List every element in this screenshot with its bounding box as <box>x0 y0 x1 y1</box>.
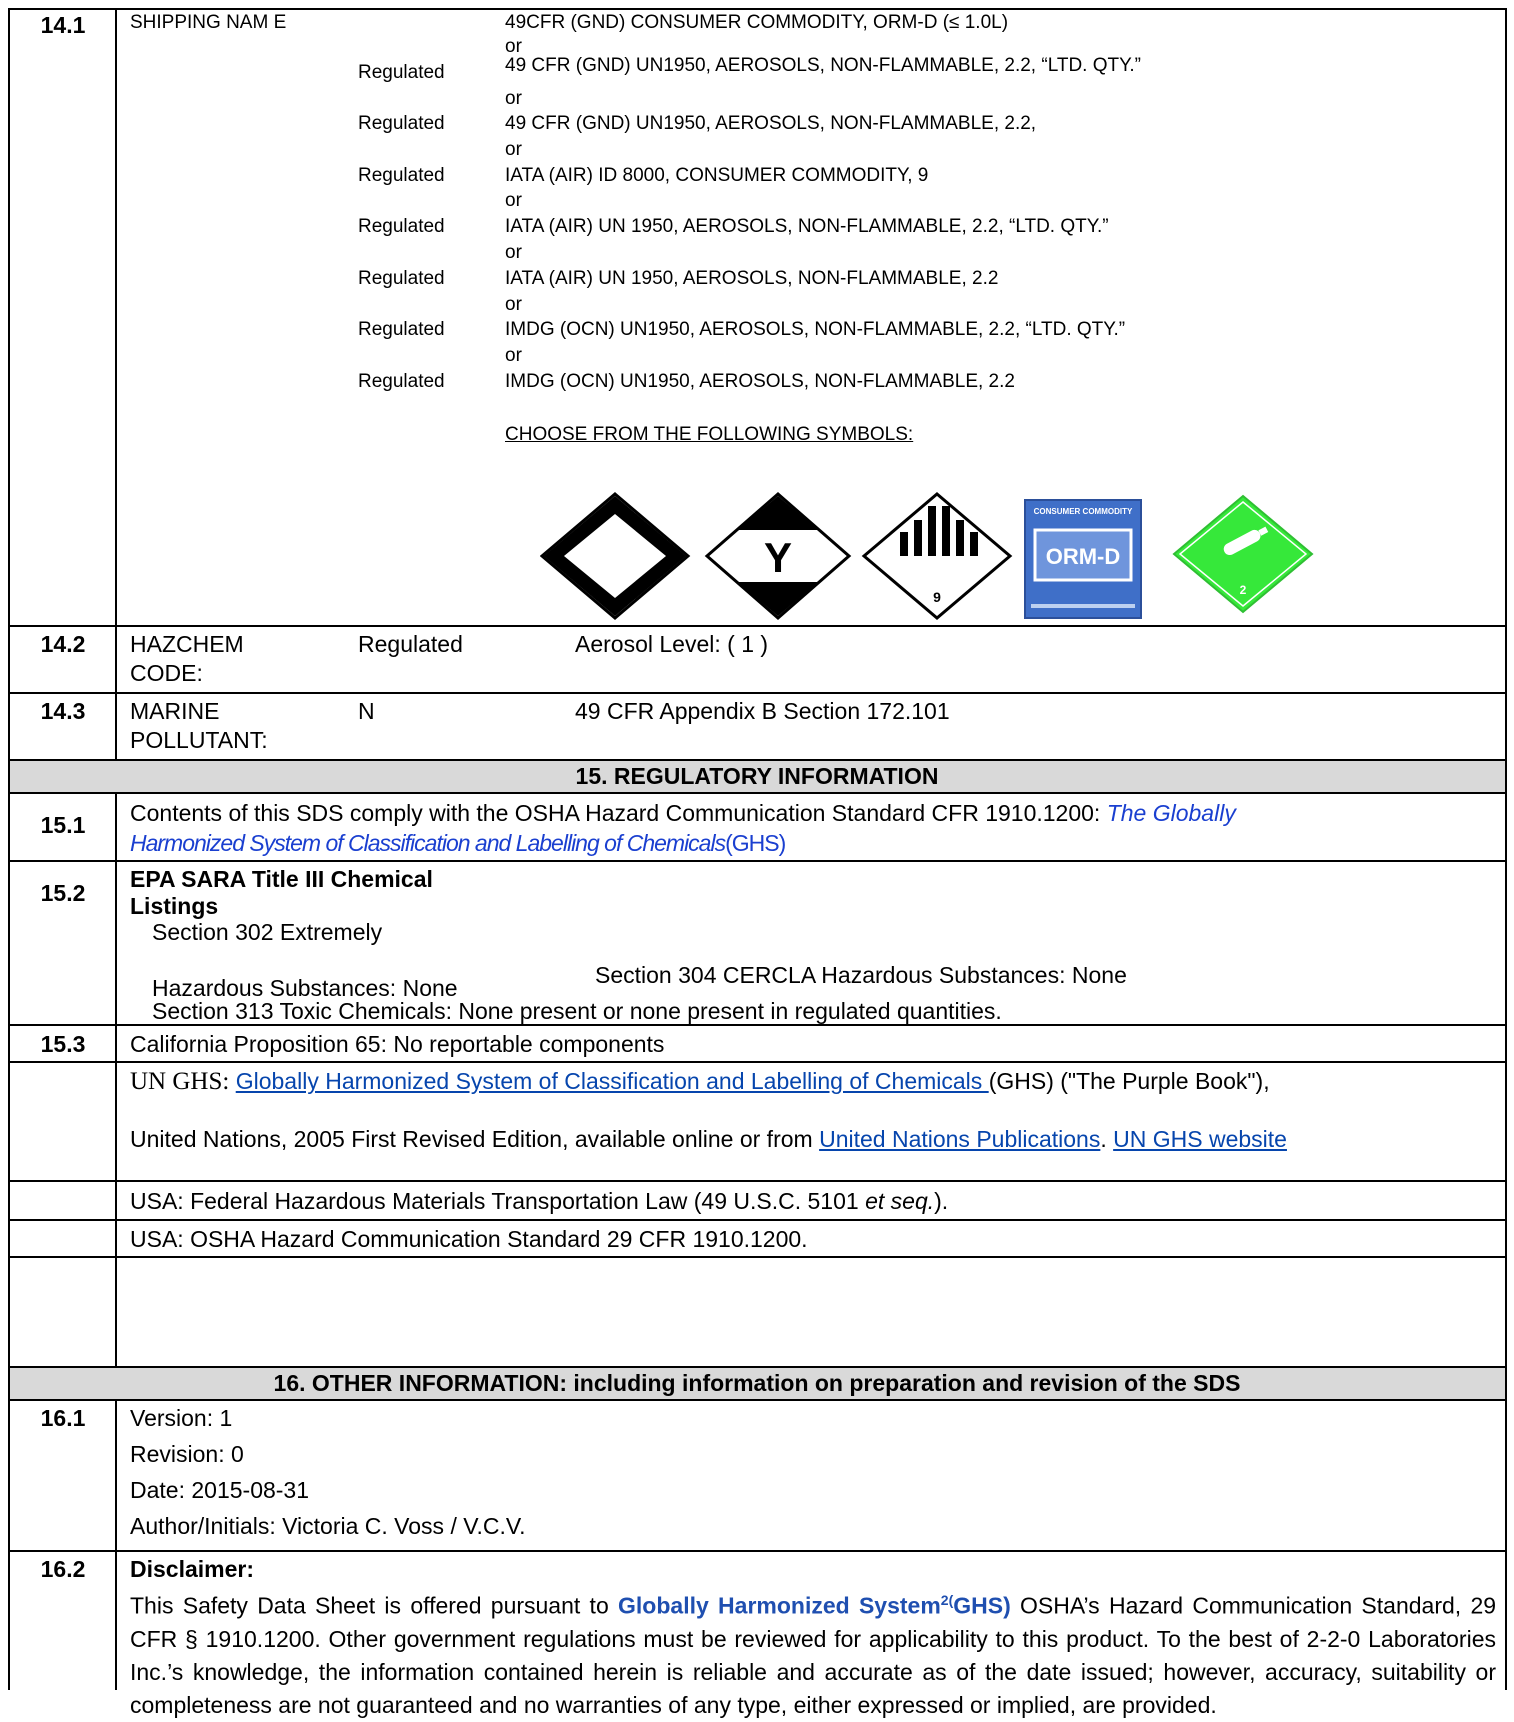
shipping-option: IMDG (OCN) UN1950, AEROSOLS, NON-FLAMMABLE, 2.2, “LTD. QTY.” <box>505 319 1126 340</box>
limited-quantity-air-symbol-icon <box>707 494 849 618</box>
osha-compliance-statement: Contents of this SDS comply with the OSHA Hazard Communication Standard CFR 1910.1200: <box>130 800 1101 826</box>
un-publications-link[interactable]: United Nations Publications <box>819 1126 1101 1152</box>
hazard-symbols <box>540 492 1320 627</box>
row-number-15-2: 15.2 <box>40 880 86 906</box>
or-separator: or <box>505 294 522 315</box>
regulated-label: Regulated <box>358 268 445 289</box>
section-302-value: Hazardous Substances: None <box>152 975 458 1001</box>
class-9-symbol-icon <box>864 494 1010 618</box>
ghs-abbrev: (GHS) <box>725 830 786 856</box>
version: Version: 1 <box>130 1405 233 1431</box>
non-flammable-gas-symbol-icon <box>1174 496 1312 612</box>
or-separator: or <box>505 242 522 263</box>
usa-hazmat-law-end: ). <box>934 1188 949 1214</box>
hline-15-2 <box>8 860 1507 862</box>
section-16-title: 16. OTHER INFORMATION: including information on preparation and revision of the SDS <box>273 1370 1241 1396</box>
shipping-option: IATA (AIR) ID 8000, CONSUMER COMMODITY, 9 <box>505 165 929 186</box>
shipping-option: IATA (AIR) UN 1950, AEROSOLS, NON-FLAMMABLE, 2.2, “LTD. QTY.” <box>505 216 1109 237</box>
regulated-label: Regulated <box>358 371 445 392</box>
hline-15-1 <box>8 792 1507 794</box>
orm-d-top-text: CONSUMER COMMODITY <box>1033 507 1133 516</box>
hazchem-value: Regulated <box>358 631 463 657</box>
row-number-16-1: 16.1 <box>40 1405 86 1431</box>
border-left <box>8 8 10 1690</box>
choose-symbols-caption: CHOOSE FROM THE FOLLOWING SYMBOLS: <box>505 424 914 445</box>
hline-15-5 <box>8 1180 1507 1182</box>
marine-pollutant-reference: 49 CFR Appendix B Section 172.101 <box>575 698 950 724</box>
disclaimer-intro: This Safety Data Sheet is offered pursuant to <box>130 1592 609 1619</box>
un-ghs-line-2 <box>130 1126 1287 1153</box>
shipping-option: 49 CFR (GND) UN1950, AEROSOLS, NON-FLAMMABLE, 2.2, <box>505 113 1037 134</box>
author: Author/Initials: Victoria C. Voss / V.C.V. <box>130 1513 526 1539</box>
un-ghs-website-link[interactable]: UN GHS website <box>1113 1126 1287 1152</box>
shipping-option: 49 CFR (GND) UN1950, AEROSOLS, NON-FLAMMABLE, 2.2, “LTD. QTY.” <box>505 55 1141 76</box>
ghs-title-line <box>130 830 785 857</box>
hazchem-label-2: CODE: <box>130 660 203 686</box>
regulated-label: Regulated <box>358 319 445 340</box>
un-ghs-mid-text: (GHS) ("The Purple Book"), <box>988 1068 1270 1094</box>
row-number-15-3: 15.3 <box>40 1031 86 1057</box>
usa-hazmat-law <box>130 1188 948 1215</box>
or-separator: or <box>505 139 522 160</box>
orm-d-main-text: ORM-D <box>1045 544 1121 569</box>
orm-d-label-icon <box>1025 500 1141 618</box>
marine-pollutant-label-2: POLLUTANT: <box>130 727 268 753</box>
un-ghs-prefix: UN GHS: <box>130 1068 230 1095</box>
ghs-title-part-2: Harmonized System of Classification and Labelling of Chemicals <box>130 830 726 856</box>
disclaimer-text <box>130 1584 1496 1722</box>
y-label: Y <box>763 534 793 581</box>
disclaimer-title: Disclaimer: <box>130 1556 255 1582</box>
epa-sara-title: EPA SARA Title III Chemical <box>130 866 433 892</box>
regulated-label: Regulated <box>358 113 445 134</box>
row-number-14-1: 14.1 <box>40 12 86 38</box>
or-separator: or <box>505 36 522 57</box>
disclaimer-body: OSHA’s Hazard Communication Standard, 29 CFR § 1910.1200. Other government regulations must be reviewed for applicability to this product. To the best of 2-2-0 Laboratories Inc.’s knowledge, the information contained herein is reliable and accurate as of the date issued; however, accuracy, suitability or completeness are not guaranteed and no warranties of any type, either expressed or implied, are provided. <box>130 1592 1497 1718</box>
usa-osha-standard: USA: OSHA Hazard Communication Standard 29 CFR 1910.1200. <box>130 1226 808 1252</box>
revision: Revision: 0 <box>130 1441 244 1467</box>
un-ghs-line-1 <box>130 1068 1270 1096</box>
col-divider-16 <box>115 1399 117 1690</box>
date: Date: 2015-08-31 <box>130 1477 310 1503</box>
hazchem-label-1: HAZCHEM <box>130 631 244 657</box>
shipping-option-first: 49CFR (GND) CONSUMER COMMODITY, ORM-D (≤ 1.0L) <box>505 12 1009 33</box>
usa-hazmat-law-text: USA: Federal Hazardous Materials Transportation Law (49 U.S.C. 5101 <box>130 1188 859 1214</box>
hline-16 <box>8 1366 1507 1368</box>
row-number-14-3: 14.3 <box>40 698 86 724</box>
or-separator: or <box>505 88 522 109</box>
hline-15-4 <box>8 1061 1507 1063</box>
regulated-label: Regulated <box>358 62 445 83</box>
row-number-15-1: 15.1 <box>40 812 86 838</box>
hline-15-7 <box>8 1256 1507 1258</box>
marine-pollutant-value: N <box>358 698 375 724</box>
regulated-label: Regulated <box>358 165 445 186</box>
or-separator: or <box>505 345 522 366</box>
hline-top <box>8 8 1507 10</box>
osha-compliance-text <box>130 800 1236 827</box>
shipping-option: IMDG (OCN) UN1950, AEROSOLS, NON-FLAMMABLE, 2.2 <box>505 371 1015 392</box>
border-right <box>1505 8 1507 1690</box>
hline-15 <box>8 759 1507 761</box>
epa-sara-title-2: Listings <box>130 893 219 919</box>
ghs-abbrev-bold: GHS) <box>953 1592 1011 1619</box>
section-313-text: Section 313 Toxic Chemicals: None present or none present in regulated quantities. <box>152 998 1002 1024</box>
regulated-label: Regulated <box>358 216 445 237</box>
section-15-title: 15. REGULATORY INFORMATION <box>575 763 939 789</box>
et-seq: et seq. <box>865 1188 935 1214</box>
ghs-name: Globally Harmonized System <box>618 1592 941 1619</box>
un-ghs-line-2-text: United Nations, 2005 First Revised Edition, available online or from <box>130 1126 813 1152</box>
class-2-label: 2 <box>1239 583 1247 597</box>
hline-15-6 <box>8 1219 1507 1221</box>
col-divider-15 <box>115 792 117 1366</box>
ghs-footnote-ref: 2( <box>940 1592 954 1608</box>
shipping-option: IATA (AIR) UN 1950, AEROSOLS, NON-FLAMMABLE, 2.2 <box>505 268 999 289</box>
hline-14-3 <box>8 692 1507 694</box>
section-302-text: Section 302 Extremely <box>152 919 383 945</box>
ghs-title-part-1: The Globally <box>1106 800 1236 826</box>
class-9-label: 9 <box>933 589 941 605</box>
hline-16-1 <box>8 1399 1507 1401</box>
limited-quantity-symbol-icon <box>542 494 688 618</box>
row-number-14-2: 14.2 <box>40 631 86 657</box>
marine-pollutant-label-1: MARINE <box>130 698 220 724</box>
hline-16-2 <box>8 1550 1507 1552</box>
aerosol-level: Aerosol Level: ( 1 ) <box>575 631 769 657</box>
row-number-16-2: 16.2 <box>40 1556 86 1582</box>
un-ghs-dot: . <box>1100 1126 1107 1152</box>
or-separator: or <box>505 190 522 211</box>
section-304-text: Section 304 CERCLA Hazardous Substances: None <box>595 962 1127 988</box>
california-prop-65: California Proposition 65: No reportable components <box>130 1031 665 1057</box>
ghs-purple-book-link[interactable]: Globally Harmonized System of Classification and Labelling of Chemicals <box>235 1068 989 1094</box>
shipping-name-label: SHIPPING NAM E <box>130 12 287 33</box>
